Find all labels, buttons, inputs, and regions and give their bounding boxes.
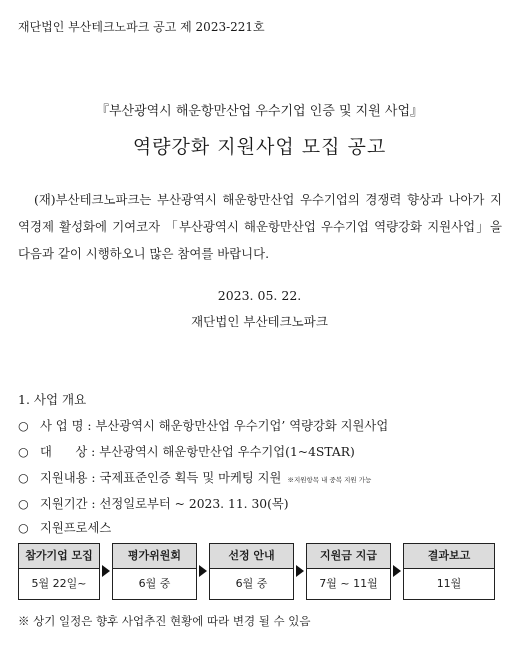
item-separator: : [87,497,100,511]
overview-item-process [18,518,111,536]
process-step-funding: 지원금 지급 [306,543,391,569]
item-label: 대 상 [40,445,88,459]
notice-number: 재단법인 부산테크노파크 공고 제 2023-221호 [18,20,265,34]
announcement-body-text: (재)부산테크노파크는 부산광역시 해운항만산업 우수기업의 경쟁력 향상과 나아가 지역경제 활성화에 기여코자 「부산광역시 해운항만산업 우수기업 역량강화 지원사업」을 다음과 같이 시행하오니 많은 참여를 바랍니다. [18,192,502,261]
bullet-icon: ○ [18,521,29,535]
overview-item-target [18,442,355,460]
item-value: 국제표준인증 획득 및 마케팅 지원 [99,471,282,485]
item-separator: : [83,419,96,433]
process-step-recruit: 참가기업 모집 [18,543,100,569]
bullet-icon: ○ [18,497,29,511]
item-label: 지원프로세스 [40,521,112,535]
process-period-recruit: 5월 22일~ [18,569,100,600]
process-step-report: 결과보고 [403,543,495,569]
process-step-selection: 선정 안내 [209,543,294,569]
page-title: 역량강화 지원사업 모집 공고 [132,136,387,158]
arrow-right-icon [393,565,401,577]
process-step-evaluation: 평가위원회 [112,543,197,569]
item-note: ※지원항목 내 중복 지원 가능 [287,476,372,484]
schedule-footnote: ※ 상기 일정은 향후 사업추진 현황에 따라 변경 될 수 있음 [18,614,311,628]
process-period-report: 11월 [403,569,495,600]
item-label: 사 업 명 [40,419,84,433]
item-label: 지원기간 [40,497,88,511]
item-separator: : [87,445,100,459]
arrow-right-icon [199,565,207,577]
overview-item-content [18,468,371,486]
issuer-name: 재단법인 부산테크노파크 [191,314,328,329]
arrow-right-icon [102,565,110,577]
announcement-body [18,186,502,267]
process-period-evaluation: 6월 중 [112,569,197,600]
process-period-funding: 7월 ~ 11월 [306,569,391,600]
process-period-selection: 6월 중 [209,569,294,600]
program-subtitle: 『부산광역시 해운항만산업 우수기업 인증 및 지원 사업』 [95,104,424,119]
overview-item-period [18,494,289,512]
item-label: 지원내용 [40,471,88,485]
bullet-icon: ○ [18,471,29,485]
item-value: 선정일로부터 ~ 2023. 11. 30(목) [99,497,289,511]
item-separator: : [87,471,100,485]
announcement-date: 2023. 05. 22. [217,288,302,303]
arrow-right-icon [296,565,304,577]
item-value: 부산광역시 해운항만산업 우수기업’ 역량강화 지원사업 [95,419,389,433]
item-value: 부산광역시 해운항만산업 우수기업(1~4STAR) [99,445,355,459]
section-title: 1. 사업 개요 [18,392,87,407]
bullet-icon: ○ [18,445,29,459]
bullet-icon: ○ [18,419,29,433]
overview-item-name [18,416,388,434]
